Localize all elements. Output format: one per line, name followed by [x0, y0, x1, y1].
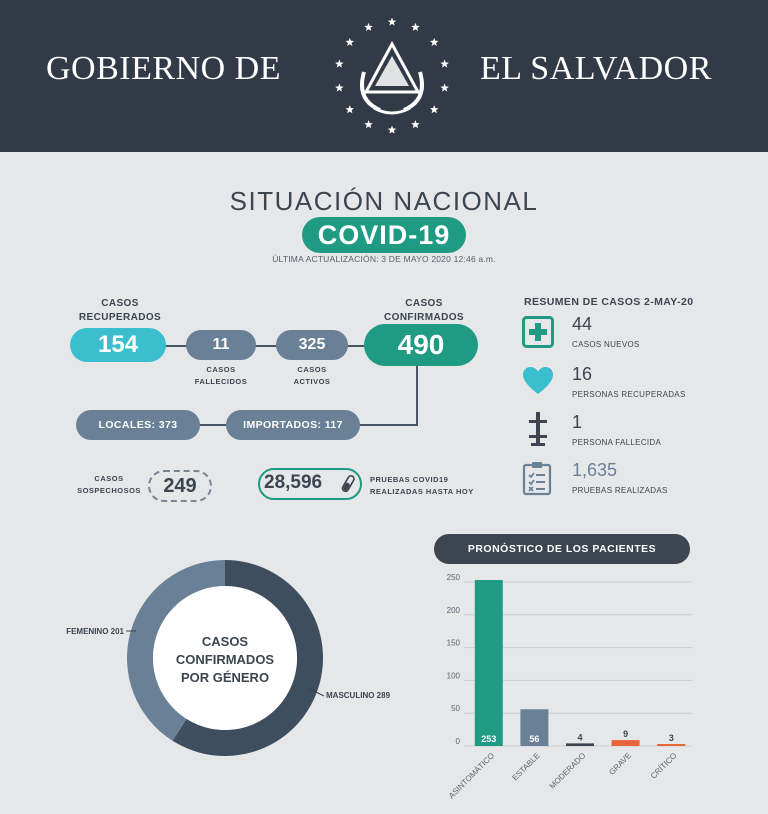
star-icon	[411, 23, 420, 31]
donut-title-line: CASOS	[201, 634, 249, 649]
medical-cross-icon	[522, 316, 554, 348]
bar-4	[657, 744, 685, 746]
pruebas-label: PRUEBAS COVID19 REALIZADAS HASTA HOY	[370, 475, 474, 496]
importados-pill: IMPORTADOS: 117	[226, 410, 360, 440]
bar-2	[566, 743, 594, 746]
star-icon	[430, 38, 439, 46]
bar-value-label: 253	[481, 734, 497, 744]
star-icon	[430, 105, 439, 113]
y-tick-label: 50	[451, 704, 460, 714]
confirmados-pill: 490	[364, 324, 478, 366]
pruebas-value: 28,596	[264, 472, 323, 493]
sospechosos-value: 249	[148, 470, 212, 502]
bar-value-label: 3	[668, 733, 674, 743]
gender-donut-chart	[0, 540, 420, 780]
sospechosos-label: CASOS SOSPECHOSOS	[77, 474, 141, 495]
y-tick-label: 100	[446, 671, 460, 681]
pronostico-title: PRONÓSTICO DE LOS PACIENTES	[434, 534, 690, 564]
star-icon	[346, 105, 355, 113]
connector-line	[416, 360, 418, 426]
star-icon	[388, 18, 397, 26]
star-icon	[411, 120, 420, 128]
clipboard-icon	[522, 460, 552, 496]
y-tick-label: 0	[455, 737, 460, 746]
resumen-title: RESUMEN DE CASOS 2-MAY-20	[524, 296, 694, 308]
page-title: SITUACIÓN NACIONAL	[229, 186, 539, 216]
x-tick-label: CRÍTICO	[648, 751, 679, 781]
fallecidos-label: CASOS FALLECIDOS	[194, 365, 248, 386]
resumen-nuevos-label: CASOS NUEVOS	[572, 340, 640, 349]
star-icon	[388, 126, 397, 134]
donut-title-line: CONFIRMADOS	[175, 652, 275, 667]
donut-title-line: POR GÉNERO	[180, 670, 270, 685]
pronostico-bar-chart	[430, 566, 710, 814]
recuperados-label: CASOS RECUPERADOS	[78, 298, 162, 323]
resumen-fallecida-value: 1	[572, 412, 583, 432]
bar-3	[612, 740, 640, 746]
confirmados-label: CASOS CONFIRMADOS	[384, 298, 464, 323]
header-right-text: EL SALVADOR	[480, 50, 712, 87]
last-updated: ÚLTIMA ACTUALIZACIÓN: 3 DE MAYO 2020 12:46 a.m.	[272, 254, 496, 264]
header-left-text: GOBIERNO DE	[46, 50, 281, 87]
resumen-fallecida-label: PERSONA FALLECIDA	[572, 438, 662, 447]
star-icon	[335, 59, 344, 67]
x-tick-label: ESTABLE	[510, 751, 542, 783]
y-tick-label: 150	[446, 638, 460, 648]
resumen-recuperadas-label: PERSONAS RECUPERADAS	[572, 390, 686, 399]
star-icon	[440, 59, 449, 67]
star-icon	[335, 84, 344, 92]
test-tube-icon	[338, 474, 358, 494]
resumen-nuevos-value: 44	[572, 314, 593, 334]
y-tick-label: 250	[446, 573, 460, 582]
star-icon	[346, 38, 355, 46]
x-tick-label: ASINTOMÁTICO	[446, 751, 497, 801]
covid-title-pill: COVID-19	[302, 217, 466, 253]
grave-cross-icon	[526, 410, 550, 448]
star-icon	[364, 120, 373, 128]
star-icon	[440, 84, 449, 92]
x-tick-label: MODERADO	[547, 751, 588, 791]
activos-pill: 325	[276, 330, 348, 360]
resumen-pruebas-value: 1,635	[572, 460, 618, 480]
star-icon	[364, 23, 373, 31]
bar-0	[475, 580, 503, 746]
recuperados-pill: 154	[70, 328, 166, 362]
locales-pill: LOCALES: 373	[76, 410, 200, 440]
resumen-recuperadas-value: 16	[572, 364, 593, 384]
x-tick-label: GRAVE	[607, 751, 634, 777]
bar-value-label: 56	[529, 734, 540, 744]
heart-icon	[522, 366, 554, 396]
resumen-pruebas-label: PRUEBAS REALIZADAS	[572, 486, 668, 495]
bar-value-label: 4	[577, 732, 583, 743]
activos-label: CASOS ACTIVOS	[293, 365, 331, 386]
coat-of-arms-icon	[330, 14, 454, 138]
fallecidos-pill: 11	[186, 330, 256, 360]
donut-label-femenino: FEMENINO 201	[66, 627, 124, 636]
bar-value-label: 9	[623, 729, 629, 740]
y-tick-label: 200	[446, 605, 460, 615]
donut-label-masculino: MASCULINO 289	[326, 691, 391, 700]
